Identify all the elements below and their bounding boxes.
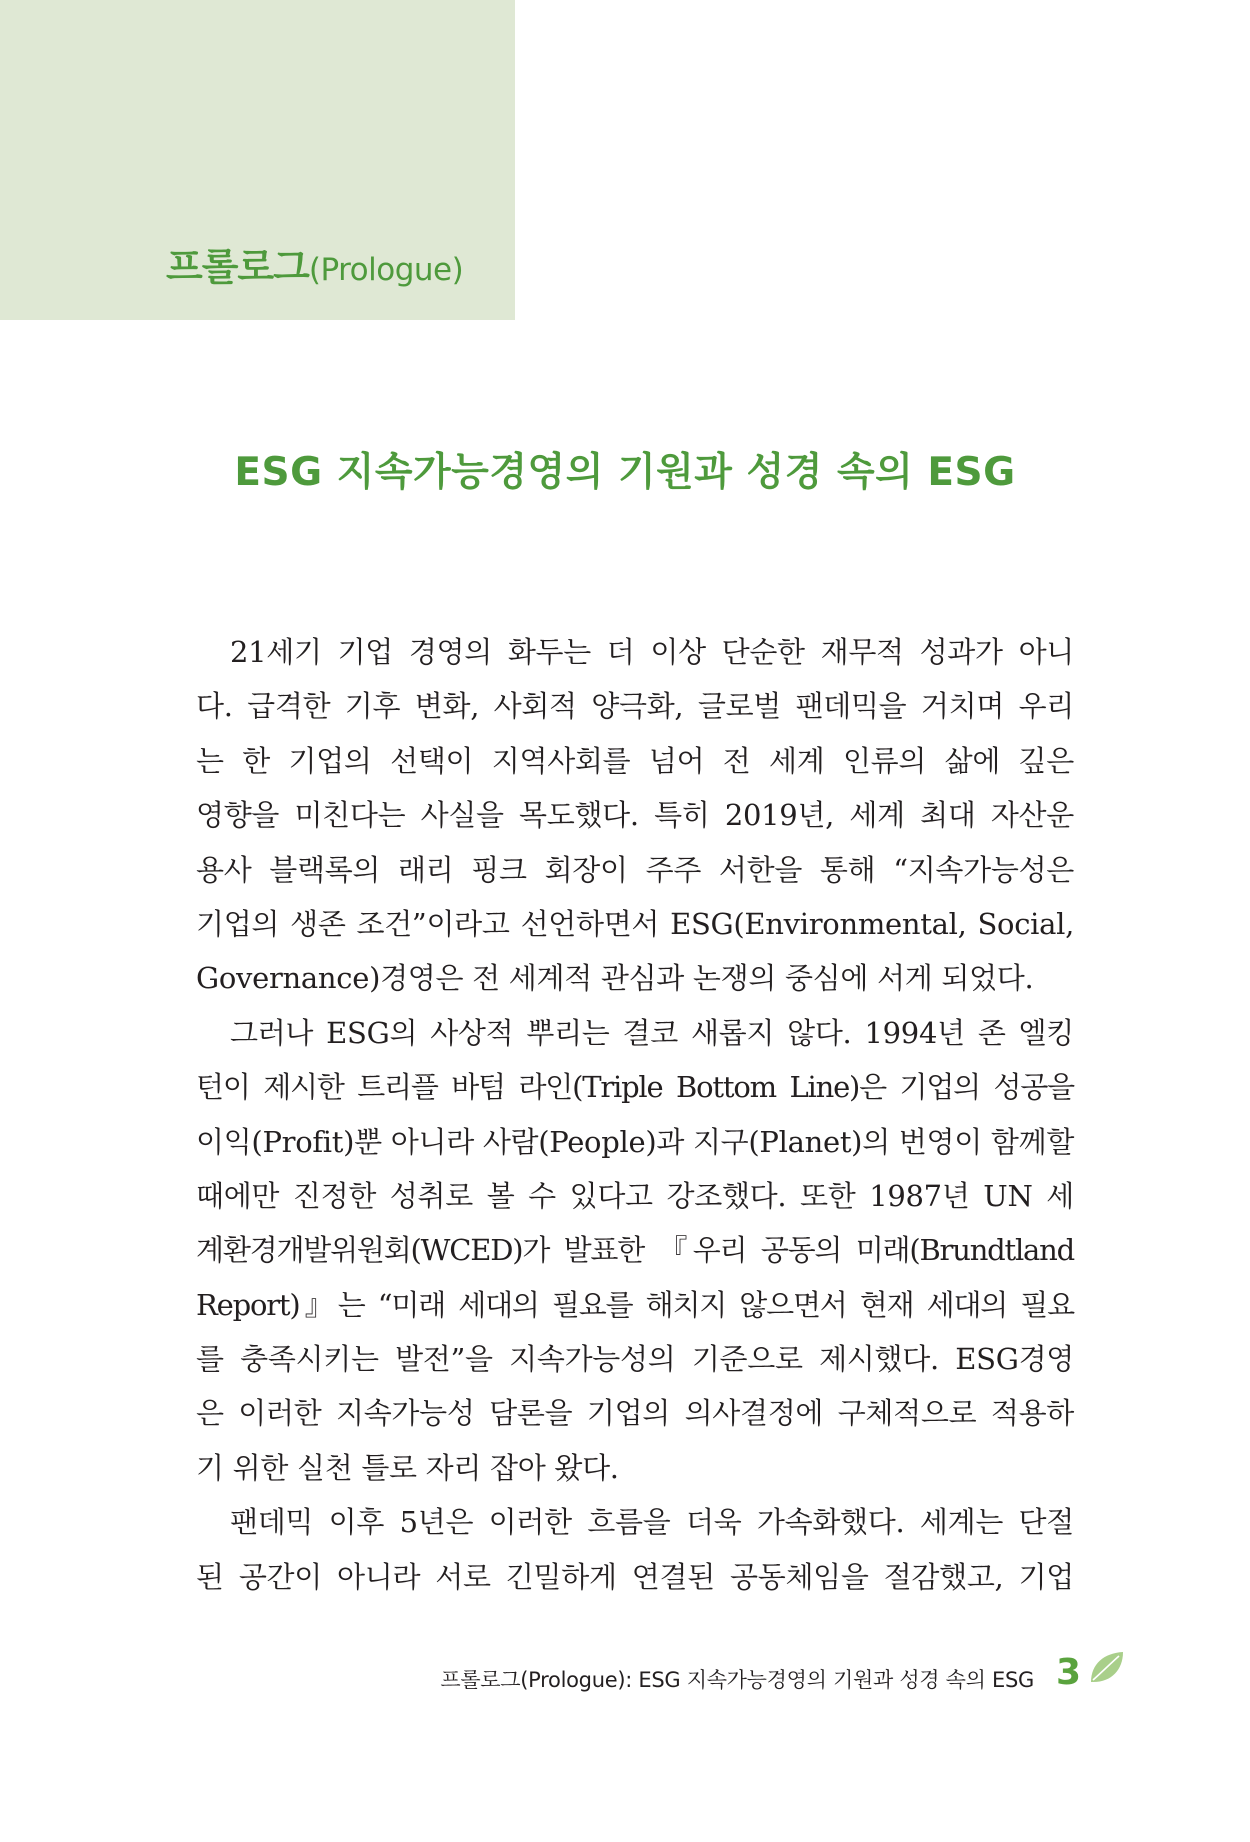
body-line: 다. 급격한 기후 변화, 사회적 양극화, 글로벌 팬데믹을 거치며 우리 <box>196 689 1074 724</box>
body-line: 계환경개발위원회(WCED)가 발표한 『우리 공동의 미래(Brundtland <box>196 1233 1074 1268</box>
body-line: 팬데믹 이후 5년은 이러한 흐름을 더욱 가속화했다. 세계는 단절 <box>230 1505 1074 1540</box>
chapter-title: ESG 지속가능경영의 기원과 성경 속의 ESG <box>234 450 1016 495</box>
leaf-icon <box>1086 1648 1126 1688</box>
chapter-label-english: (Prologue) <box>308 252 464 288</box>
body-line: 턴이 제시한 트리플 바텀 라인(Triple Bottom Line)은 기업의 성공을 <box>196 1070 1074 1105</box>
body-line: 때에만 진정한 성취로 볼 수 있다고 강조했다. 또한 1987년 UN 세 <box>196 1178 1074 1213</box>
chapter-label <box>166 245 464 289</box>
body-line: Report)』는 “미래 세대의 필요를 해치지 않으면서 현재 세대의 필요 <box>196 1287 1074 1322</box>
page-number: 3 <box>1056 1652 1082 1693</box>
body-line: 용사 블랙록의 래리 핑크 회장이 주주 서한을 통해 “지속가능성은 <box>196 852 1074 887</box>
body-line: 21세기 기업 경영의 화두는 더 이상 단순한 재무적 성과가 아니 <box>230 635 1074 669</box>
body-line: 는 한 기업의 선택이 지역사회를 넘어 전 세계 인류의 삶에 깊은 <box>196 743 1074 778</box>
body-line: 이익(Profit)뿐 아니라 사람(People)과 지구(Planet)의 번영이 함께할 <box>196 1124 1075 1159</box>
body-line: 그러나 ESG의 사상적 뿌리는 결코 새롭지 않다. 1994년 존 엘킹 <box>230 1015 1074 1050</box>
body-line: 은 이러한 지속가능성 담론을 기업의 의사결정에 구체적으로 적용하 <box>196 1396 1074 1431</box>
running-footer-title: 프롤로그(Prologue): ESG 지속가능경영의 기원과 성경 속의 ESG <box>440 1668 1034 1692</box>
body-line: 기업의 생존 조건”이라고 선언하면서 ESG(Environmental, Social, <box>196 906 1074 941</box>
body-line: 영향을 미친다는 사실을 목도했다. 특히 2019년, 세계 최대 자산운 <box>196 798 1074 833</box>
page-footer <box>0 1650 1082 1700</box>
chapter-label-korean: 프롤로그 <box>166 245 309 289</box>
body-line: Governance)경영은 전 세계적 관심과 논쟁의 중심에 서게 되었다. <box>196 961 1034 996</box>
body-text <box>196 625 1074 1604</box>
body-line: 를 충족시키는 발전”을 지속가능성의 기준으로 제시했다. ESG경영 <box>196 1342 1074 1377</box>
body-line: 된 공간이 아니라 서로 긴밀하게 연결된 공동체임을 절감했고, 기업 <box>196 1559 1074 1594</box>
body-line: 기 위한 실천 틀로 자리 잡아 왔다. <box>196 1450 619 1485</box>
